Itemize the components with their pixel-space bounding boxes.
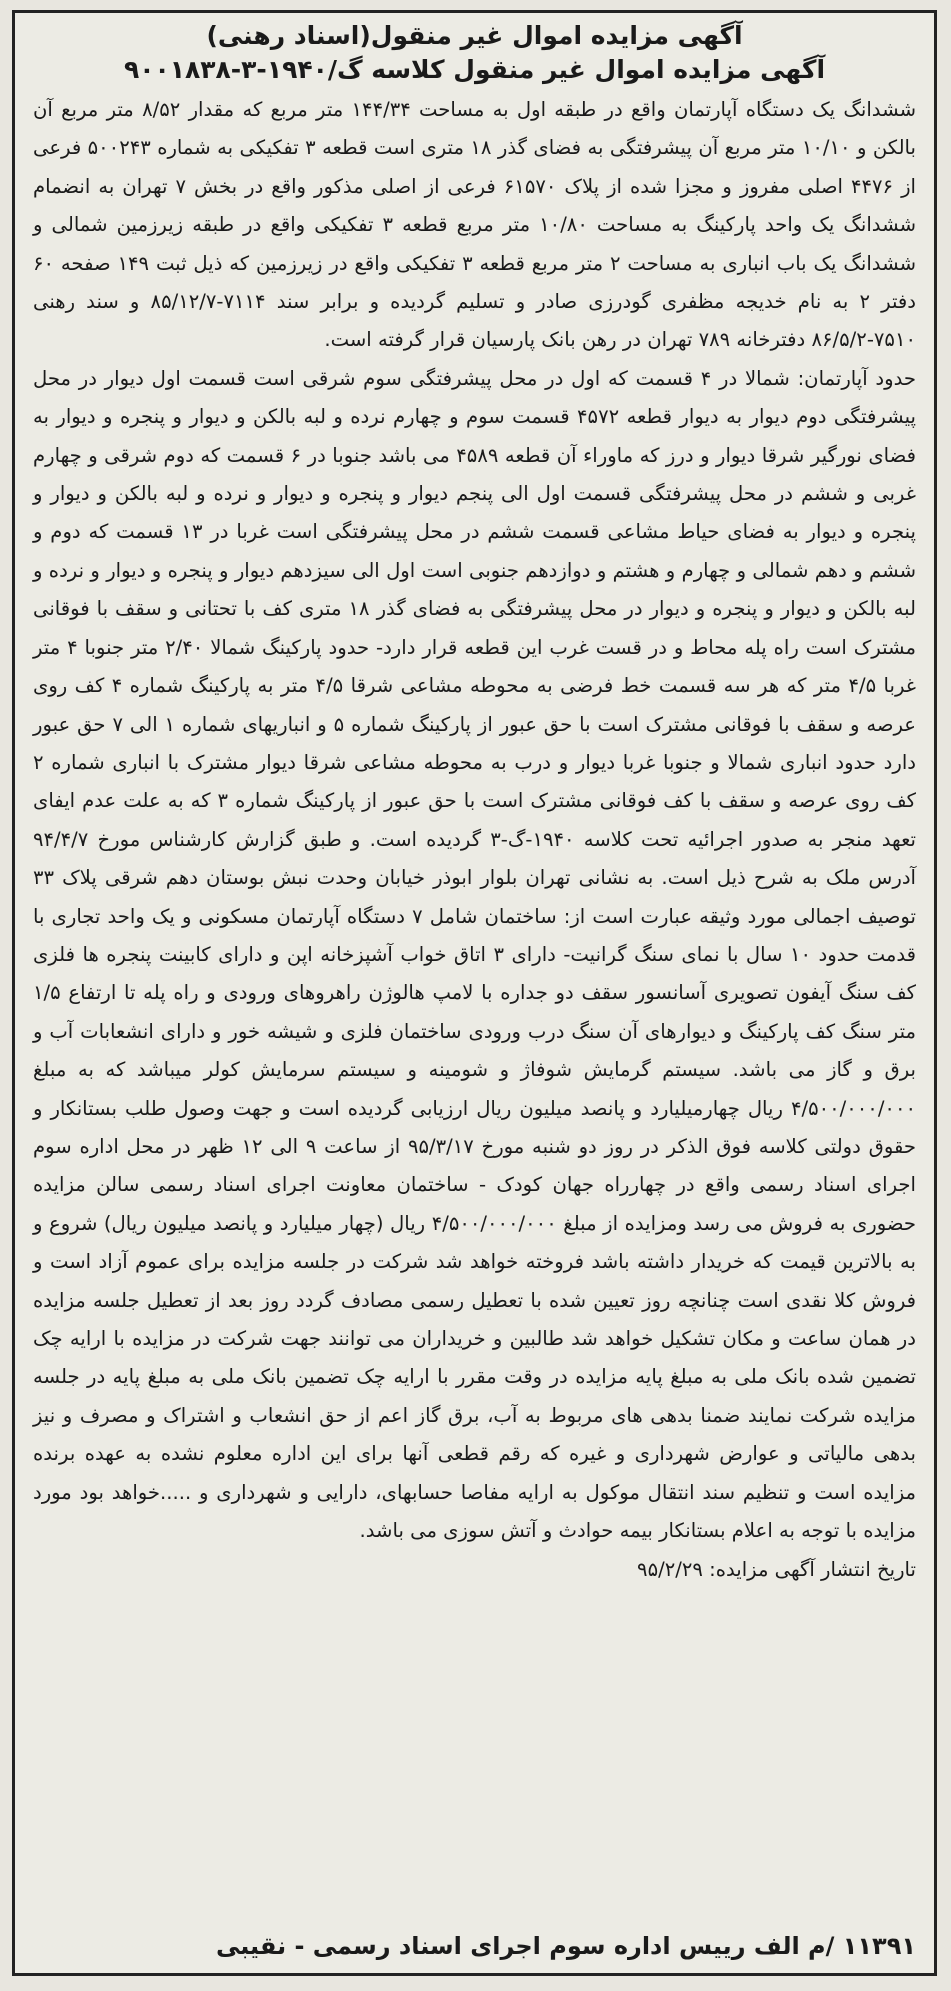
notice-subtitle: آگهی مزایده اموال غیر منقول کلاسه گ/۱۹۴۰-۳-۹۰۰۱۸۳۸ <box>123 55 826 84</box>
auction-notice <box>12 10 937 1976</box>
property-description: ششدانگ یک دستگاه آپارتمان واقع در طبقه اول به مساحت ۱۴۴/۳۴ متر مربع که مقدار ۸/۵۲ متر مربع آن بالکن و ۱۰/۱۰ متر مربع آن پیشرفتگی به فضای گذر ۱۸ متری است قطعه ۳ تفکیکی به شماره ۵۰۰۲۴۳ فرعی از ۴۴۷۶ اصلی مفروز و مجزا شده از پلاک ۶۱۵۷۰ فرعی از اصلی مذکور واقع در بخش ۷ تهران به انضمام ششدانگ یک واحد پارکینگ به مساحت ۱۰/۸۰ متر مربع قطعه ۳ تفکیکی واقع در طبقه زیرزمین شمالی و ششدانگ یک باب انباری به مساحت ۲ متر مربع قطعه ۳ تفکیکی واقع در زیرزمین که ذیل ثبت ۱۴۹ صفحه ۶۰ دفتر ۲ به نام خدیجه مظفری گودرزی صادر و تسلیم گردیده و برابر سند ۷۱۱۴-۸۵/۱۲/۷ و سند رهنی ۷۵۱۰-۸۶/۵/۲ دفترخانه ۷۸۹ تهران در رهن بانک پارسیان قرار گرفته است. <box>33 98 917 352</box>
notice-title: آگهی مزایده اموال غیر منقول(اسناد رهنی) <box>206 21 743 50</box>
publish-date: تاریخ انتشار آگهی مزایده: ۹۵/۲/۲۹ <box>637 1558 916 1582</box>
property-boundaries-and-terms: حدود آپارتمان: شمالا در ۴ قسمت که اول در محل پیشرفتگی سوم شرقی است قسمت اول دیوار در محل پیشرفتگی دوم دیوار به دیوار قطعه ۴۵۷۲ قسمت سوم و چهارم نرده و لبه بالکن و دیوار و پنجره و دیوار به فضای نورگیر شرقا دیوار و درز که ماوراء آن قطعه ۴۵۸۹ می باشد جنوبا در ۶ قسمت که دوم شرقی و چهارم غربی و ششم در محل پیشرفتگی قسمت اول الی پنجم دیوار و پنجره و دیوار و نرده و لبه بالکن و دیوار و پنجره و دیوار به فضای حیاط مشاعی قسمت ششم در محل پیشرفتگی است غربا در ۱۳ قسمت که دوم و ششم و دهم شمالی و چهارم و هشتم و دوازدهم جنوبی است اول الی سیزدهم دیوار و پنجره و دیوار و نرده و لبه بالکن و دیوار و پنجره و دیوار در محل پیشرفتگی به فضای گذر ۱۸ متری کف با تحتانی و سقف با فوقانی مشترک است راه پله محاط و در قست غرب این قطعه قرار دارد- حدود پارکینگ شمالا ۲/۴۰ متر جنوبا ۴ متر غربا ۴/۵ متر که هر سه قسمت خط فرضی به محوطه مشاعی شرقا ۴/۵ متر به پارکینگ شماره ۴ کف روی عرصه و سقف با فوقانی مشترک است با حق عبور از پارکینگ شماره ۵ و انباریهای شماره ۱ الی ۷ حق عبور دارد حدود انباری شمالا و جنوبا غربا دیوار و درب به محوطه مشاعی شرقا دیوار مشترک با انباری شماره ۲ کف روی عرصه و سقف با کف فوقانی مشترک است با حق عبور از پارکینگ شماره ۳ که به علت عدم ایفای تعهد منجر به صدور اجرائیه تحت کلاسه ۱۹۴۰-گ-۳ گردیده است. و طبق گزارش کارشناس مورخ ۹۴/۴/۷ آدرس ملک به شرح ذیل است. به نشانی تهران بلوار ابوذر خیابان وحدت نبش بوستان دهم شرقی پلاک ۳۳ توصیف اجمالی مورد وثیقه عبارت است از: ساختمان شامل ۷ دستگاه آپارتمان مسکونی و یک واحد تجاری با قدمت حدود ۱۰ سال با نمای سنگ گرانیت- دارای ۳ اتاق خواب آشپزخانه اپن و دارای کابینت پنجره ها فلزی کف سنگ آیفون تصویری آسانسور سقف دو جداره با لامپ هالوژن راهروهای ورودی و راه پله تا ارتفاع ۱/۵ متر سنگ کف پارکینگ و دیوارهای آن سنگ درب ورودی ساختمان فلزی و شیشه خور و دارای انشعابات آب و برق و گاز می باشد. سیستم گرمایش شوفاژ و شومینه و سیستم سرمایش کولر میباشد که به مبلغ ۴/۵۰۰/۰۰۰/۰۰۰ ریال چهارمیلیارد و پانصد میلیون ریال ارزیابی گردیده است و جهت وصول طلب بستانکار و حقوق دولتی کلاسه فوق الذکر در روز دو شنبه مورخ ۹۵/۳/۱۷ از ساعت ۹ الی ۱۲ ظهر در محل اداره سوم اجرای اسناد رسمی واقع در چهارراه جهان کودک - ساختمان معاونت اجرای اسناد رسمی سالن مزایده حضوری به فروش می رسد ومزایده از مبلغ ۴/۵۰۰/۰۰۰/۰۰۰ ریال (چهار میلیارد و پانصد میلیون ریال) شروع و به بالاترین قیمت که خریدار داشته باشد فروخته خواهد شد شرکت در جلسه مزایده برای عموم آزاد است و فروش کلا نقدی است چنانچه روز تعیین شده با تعطیل رسمی مصادف گردد روز بعد از تعطیل جلسه مزایده در همان ساعت و مکان تشکیل خواهد شد طالبین و خریداران می توانند جهت شرکت در مزایده با ارایه چک تضمین شده بانک ملی به مبلغ پایه مزایده در وقت مقرر با ارایه چک تضمین بانک ملی به مبلغ پایه در جلسه مزایده شرکت نمایند ضمنا بدهی های مربوط به آب، برق گاز اعم از حق انشعاب و اشتراک و مصرف و نیز بدهی مالیاتی و عوارض شهرداری و غیره که رقم قطعی آنها برای این اداره معلوم نشده به عهده برنده مزایده است و تنظیم سند انتقال موکول به ارایه مفاصا حسابهای، دارایی و شهرداری و .....خواهد بود مورد مزایده با توجه به اعلام بستانکار بیمه حوادث و آتش سوزی می باشد. <box>33 366 917 1543</box>
notice-footer: ۱۱۳۹۱ /م الف رییس اداره سوم اجرای اسناد رسمی - نقیبی <box>215 1932 916 1960</box>
notice-body <box>33 91 916 1550</box>
